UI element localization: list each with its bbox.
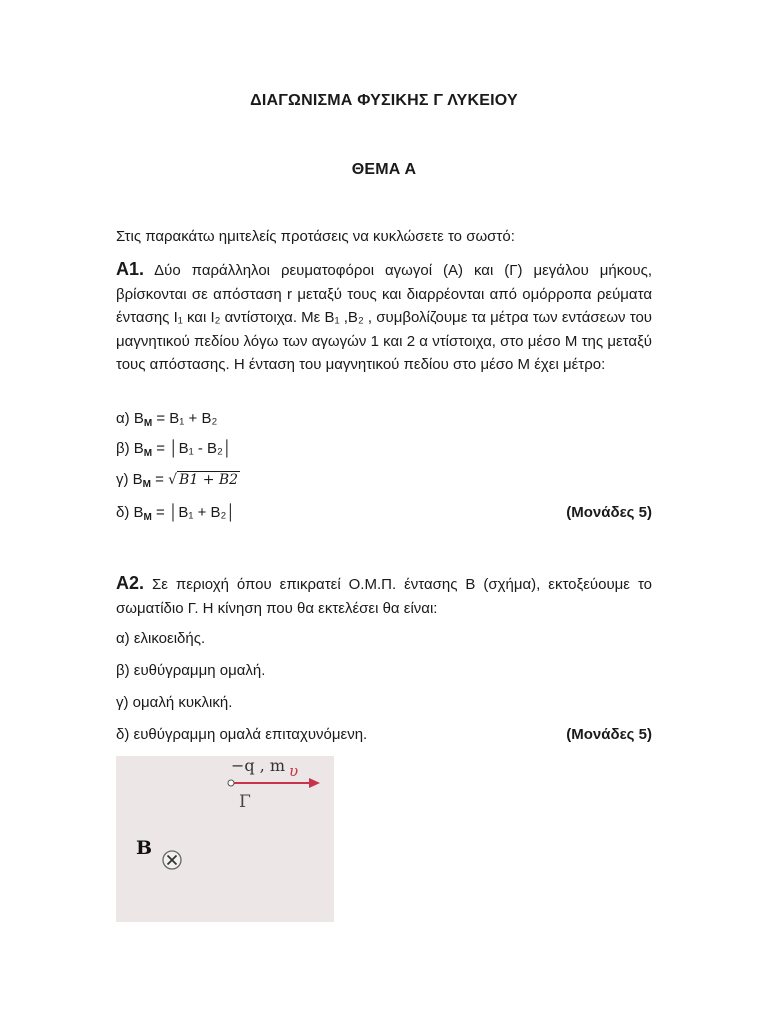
question-a2-number: Α2.: [116, 573, 145, 593]
question-a1-number: Α1.: [116, 259, 145, 279]
question-a2-option-b: β) ευθύγραμμη ομαλή.: [116, 662, 266, 679]
option-d-prefix: δ) Β: [116, 504, 144, 521]
exam-title: ΔΙΑΓΩΝΙΣΜΑ ΦΥΣΙΚΗΣ Γ ΛΥΚΕΙΟΥ: [250, 92, 518, 109]
question-a2-option-a: α) ελικοειδής.: [116, 630, 206, 647]
question-a2: [116, 572, 652, 620]
option-c-subscript: Μ: [142, 479, 152, 490]
option-a-subscript: Μ: [143, 418, 153, 429]
velocity-label: υ: [289, 762, 299, 780]
option-c-radicand: B1 + B2: [179, 472, 239, 488]
figure-svg: [116, 756, 334, 922]
option-d-expression: = │Β₁ + Β₂│: [151, 504, 236, 521]
field-into-page-icon: [163, 851, 181, 869]
question-a1-option-c: [116, 471, 652, 490]
field-label: B: [136, 837, 153, 859]
question-a2-text: Σε περιοχή όπου επικρατεί Ο.Μ.Π. έντασης Β (σχήμα), εκτοξεύουμε το σωματίδιο Γ. Η κίνηση που θα εκτελέσει θα είναι:: [116, 576, 652, 617]
option-b-subscript: Μ: [143, 448, 153, 459]
question-a1-option-b: [116, 440, 652, 459]
option-c-prefix: γ) Β: [116, 471, 143, 488]
question-a2-option-d: δ) ευθύγραμμη ομαλά επιταχυνόμενη.: [116, 726, 368, 743]
option-a-expression: = Β₁ + Β₂: [152, 410, 218, 427]
option-b-prefix: β) Β: [116, 440, 144, 457]
question-a1: [116, 258, 652, 377]
question-a1-marks: (Μονάδες 5): [566, 504, 652, 521]
charge-label: −q , m: [231, 756, 286, 775]
question-a2-option-c: γ) ομαλή κυκλική.: [116, 694, 233, 711]
question-a1-option-a: [116, 410, 652, 429]
question-a1-text: Δύο παράλληλοι ρευματοφόροι αγωγοί (Α) και (Γ) μεγάλου μήκους, βρίσκονται σε απόσταση r μεταξύ τους και διαρρέονται από ομόρροπα ρεύματα έντασης I₁ και I₂ αντίστοιχα. Με Β₁ ,Β₂ , συμβολίζουμε τα μέτρα των εντάσεων του μαγνητικού πεδίου λόγω των αγωγών 1 και 2 α ντίστοιχα, στο μέσο Μ της μεταξύ τους απόστασης. Η ένταση του μαγνητικού πεδίου στο μέσο Μ έχει μέτρο:: [116, 262, 652, 373]
section-title: ΘΕΜΑ Α: [351, 161, 417, 178]
question-a2-marks: (Μονάδες 5): [566, 726, 652, 743]
option-c-expression: =: [151, 471, 169, 488]
option-d-subscript: Μ: [143, 512, 152, 523]
magnetic-field-figure: [116, 756, 334, 922]
option-a-prefix: α) Β: [116, 410, 144, 427]
instructions-text: Στις παρακάτω ημιτελείς προτάσεις να κυκλώσετε το σωστό:: [116, 228, 515, 245]
option-c-radical: √ B1 + B2: [168, 472, 239, 488]
particle-marker: [228, 780, 234, 786]
option-b-expression: = │Β₁ - Β₂│: [152, 440, 233, 457]
particle-label: Γ: [239, 792, 251, 812]
